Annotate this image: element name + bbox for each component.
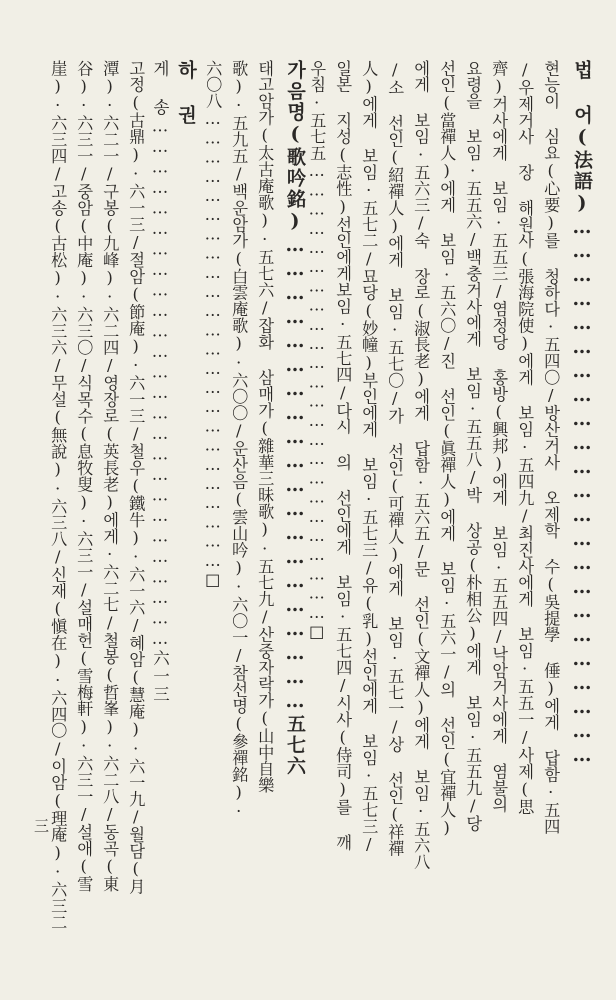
toc-entry-column: 潭)·六二一/구봉(九峰)·六二四/영장로(英長老)에게·六二七/철봉(哲峯)·六二八/동곡(東: [100, 60, 120, 892]
subsection-heading: 게 송……………………………………………………………………六一三: [150, 60, 170, 704]
page-folio: 三: [34, 817, 50, 835]
toc-entry-column: 고정(古鼎)·六一三/절암(節庵)·六一三/철우(鐵牛)·六一六/혜암(慧庵)·六一九/월담(月: [126, 60, 146, 895]
toc-entry-column: 우침·五七五………………………………………………………………□: [307, 60, 327, 642]
toc-entry-column: 齊)거사에게 보임·五五三/염정당 홍방(興邦)에게 보임·五五四/낙암거사에게 염불의: [489, 60, 509, 813]
toc-entry-column: 谷)·六三一/중암(中庵)·六三〇/식목수(息牧叟)·六三一/설매헌(雪梅軒)·六三一/설애(雪: [74, 60, 94, 892]
toc-entry-column: 六〇八………………………………………………………………□: [203, 60, 223, 590]
toc-entry-column: 崖)·六三四/고송(古松)·六三六/무설(無說)·六三八/신재(愼在)·六四〇/이암(理庵)·六三二: [48, 60, 68, 931]
toc-entry-column: /우제거사 장 해원사(張海院使)에게 보임·五四九/최진사에게 보임·五五一/사제(思: [515, 60, 535, 816]
toc-entry-column: 태고암가(太古庵歌)·五七六/잡화 삼매가(雜華三昧歌)·五七九/산중자락가(山中自樂: [255, 60, 275, 794]
toc-entry-column: 선인(當禪人)에게 보임·五六〇/진 선인(眞禪人)에게 보임·五六一/의 선인(宜禪人): [437, 60, 457, 838]
toc-entry-column: 歌)·五九五/백운암가(白雲庵歌)·六〇〇/운산음(雲山吟)·六〇一/참선명(參禪銘)·: [229, 60, 249, 821]
section-heading: 법 어(法語)……………………………………………………………: [571, 60, 593, 768]
toc-entry-column: 현능이 심요(心要)를 청하다·五四〇/방산거사 오제학 수(吳提學 倕)에게 답함·五四: [541, 60, 561, 835]
toc-entry-column: /소 선인(紹禪人)에게 보임·五七〇/가 선인(可禪人)에게 보임·五七一/상 선인(祥禪: [385, 60, 405, 857]
section-heading: 하 권: [175, 60, 197, 126]
toc-entry-column: 요령을 보임·五五六/백충거사에게 보임·五五八/박 상공(朴相公)에게 보임·五五九/당: [463, 60, 483, 832]
section-heading: 가음명(歌吟銘)……………………………………………………五七六: [284, 60, 306, 777]
toc-entry-column: 에게 보임·五六三/숙 장로(淑長老)에게 답함·五六五/문 선인(文禪人)에게 보임·五六八: [411, 60, 431, 870]
toc-entry-column: 人)에게 보임·五七二/묘당(妙幢)부인에게 보임·五七三/유(乳)선인에게 보임·五七三/: [359, 60, 379, 854]
toc-entry-column: 일본 지성(志性)선인에게보임·五七四/다시 의 선인에게 보임·五七四/시사(侍司)를 깨: [333, 60, 353, 851]
